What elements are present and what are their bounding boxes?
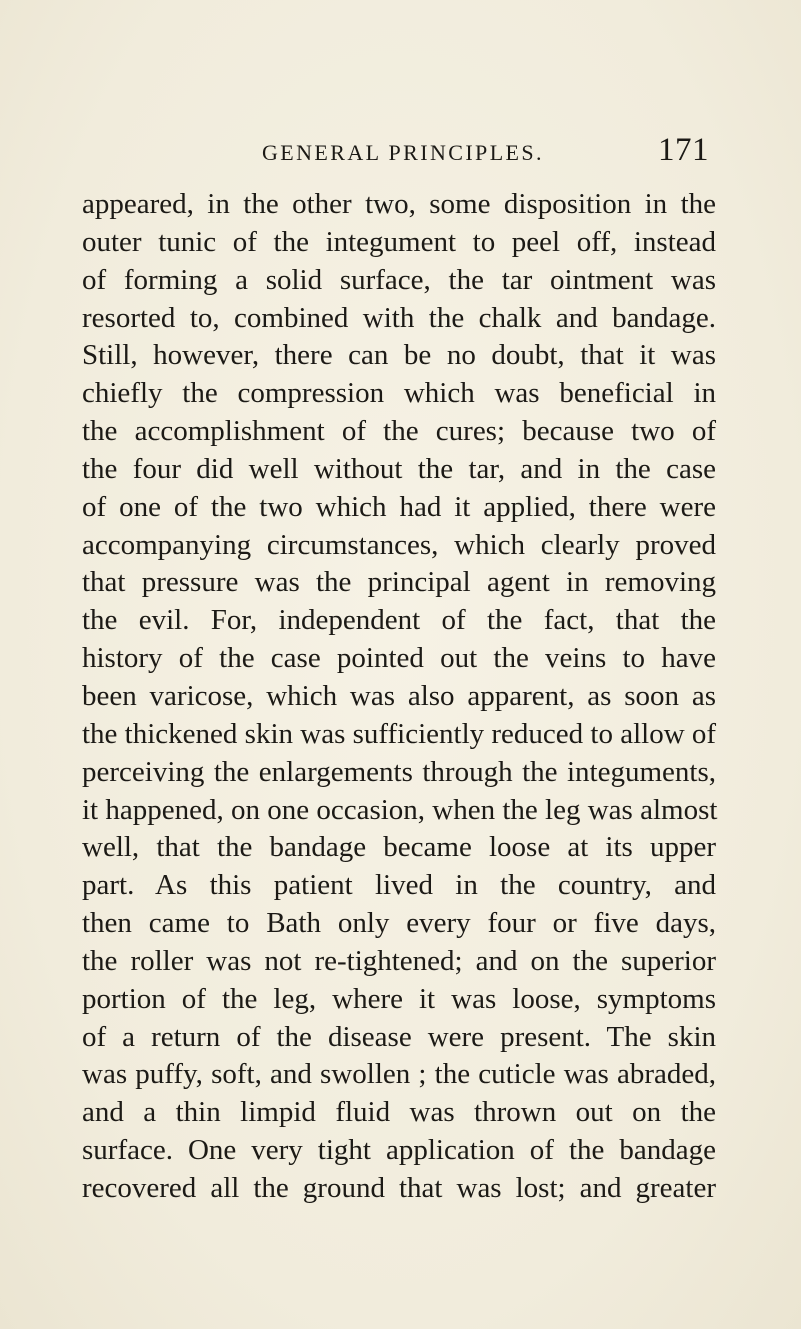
page-number: 171	[658, 132, 709, 168]
text-line: part. As this patient lived in the country, and	[82, 869, 716, 902]
text-line: well, that the bandage became loose at its upper	[82, 831, 716, 864]
text-line: the four did well without the tar, and in the case	[82, 452, 716, 485]
text-line: it happened, on one occasion, when the leg was almost	[82, 793, 718, 826]
text-line: resorted to, combined with the chalk and bandage.	[82, 301, 716, 334]
running-head	[0, 132, 801, 172]
text-line: been varicose, which was also apparent, as soon as	[82, 679, 716, 712]
text-line: history of the case pointed out the veins to have	[82, 642, 716, 675]
text-line: Still, however, there can be no doubt, that it was	[82, 339, 716, 372]
running-title: GENERAL PRINCIPLES.	[262, 140, 544, 165]
text-line: the evil. For, independent of the fact, that the	[82, 604, 716, 637]
text-line: was puffy, soft, and swollen ; the cuticle was abraded,	[82, 1058, 716, 1091]
body-text	[82, 186, 716, 1208]
text-line: that pressure was the principal agent in removing	[82, 566, 716, 599]
text-line: of one of the two which had it applied, there were	[82, 490, 716, 523]
text-line: accompanying circumstances, which clearly proved	[82, 528, 716, 561]
text-line: surface. One very tight application of the bandage	[82, 1134, 716, 1167]
text-line: the thickened skin was sufficiently reduced to allow of	[82, 717, 717, 750]
text-line: appeared, in the other two, some disposition in the	[82, 188, 716, 220]
text-line: perceiving the enlargements through the integuments,	[82, 755, 716, 788]
text-line: the accomplishment of the cures; because two of	[82, 415, 716, 448]
text-line: recovered all the ground that was lost; and greater	[82, 1171, 716, 1204]
text-line: portion of the leg, where it was loose, symptoms	[82, 982, 716, 1015]
text-line: then came to Bath only every four or five days,	[82, 907, 716, 940]
text-line: and a thin limpid fluid was thrown out on the	[82, 1096, 716, 1129]
text-line: the roller was not re-tightened; and on the superior	[82, 944, 716, 977]
text-line: outer tunic of the integument to peel off, instead	[82, 225, 716, 258]
text-line: of a return of the disease were present. The skin	[82, 1020, 716, 1053]
text-line: chiefly the compression which was beneficial in	[82, 377, 716, 410]
text-line: of forming a solid surface, the tar ointment was	[82, 263, 716, 296]
